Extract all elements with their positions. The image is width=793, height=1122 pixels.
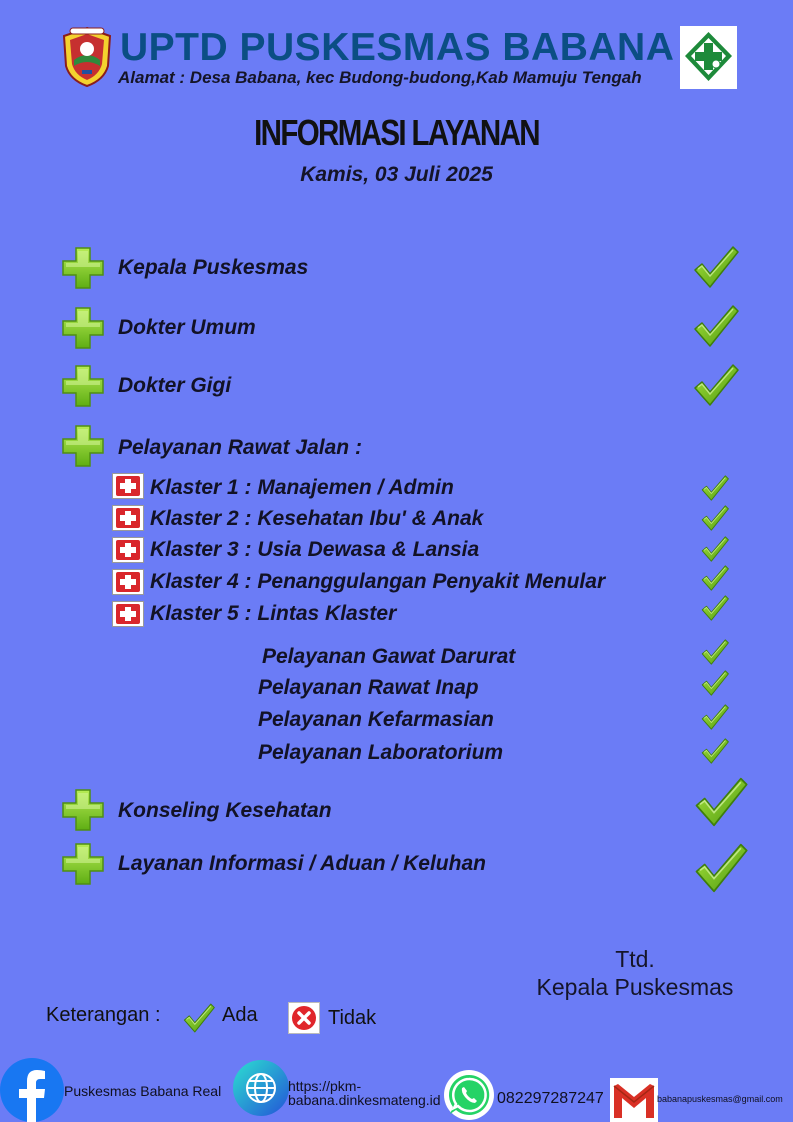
- check-icon: [700, 737, 730, 765]
- service-informasi: Layanan Informasi / Aduan / Keluhan: [118, 852, 486, 875]
- red-cross-icon: [112, 601, 144, 627]
- service-konseling: Konseling Kesehatan: [118, 799, 332, 822]
- service-dokter-gigi: Dokter Gigi: [118, 374, 232, 397]
- plus-icon: [61, 842, 105, 886]
- plus-icon: [61, 424, 105, 468]
- x-icon: [288, 1002, 320, 1034]
- service-laboratorium: Pelayanan Laboratorium: [258, 741, 504, 764]
- page-title: UPTD PUSKESMAS BABANA: [120, 26, 675, 69]
- klaster-2: Klaster 2 : Kesehatan Ibu' & Anak: [150, 507, 484, 530]
- check-icon: [700, 564, 730, 592]
- plus-icon: [61, 788, 105, 832]
- klaster-3: Klaster 3 : Usia Dewasa & Lansia: [150, 538, 480, 561]
- legend-tidak: Tidak: [328, 1007, 377, 1029]
- facebook-icon[interactable]: [0, 1058, 64, 1122]
- check-icon: [182, 1002, 216, 1034]
- check-icon: [700, 504, 730, 532]
- signature-title: Kepala Puskesmas: [536, 974, 734, 1000]
- service-kepala: Kepala Puskesmas: [118, 256, 309, 279]
- signature-ttd: Ttd.: [615, 946, 655, 972]
- section-heading: INFORMASI LAYANAN: [254, 112, 539, 153]
- service-dokter-umum: Dokter Umum: [118, 316, 256, 339]
- check-icon: [700, 638, 730, 666]
- service-gawat-darurat: Pelayanan Gawat Darurat: [262, 645, 516, 668]
- puskesmas-logo: [680, 26, 737, 89]
- klaster-1: Klaster 1 : Manajemen / Admin: [150, 476, 454, 499]
- check-icon: [700, 703, 730, 731]
- check-icon: [692, 362, 740, 408]
- service-rawat-jalan: Pelayanan Rawat Jalan :: [118, 436, 362, 459]
- website-line-2: babana.dinkesmateng.id: [288, 1092, 441, 1108]
- gmail-icon[interactable]: [610, 1078, 658, 1122]
- red-cross-icon: [112, 569, 144, 595]
- website-link[interactable]: [288, 1079, 441, 1107]
- plus-icon: [61, 306, 105, 350]
- globe-icon[interactable]: [233, 1060, 289, 1116]
- phone-number[interactable]: 082297287247: [497, 1090, 604, 1107]
- legend-label: Keterangan :: [46, 1004, 161, 1026]
- logo-emblem: [60, 26, 114, 88]
- plus-icon: [61, 246, 105, 290]
- check-icon: [692, 303, 740, 349]
- service-kefarmasian: Pelayanan Kefarmasian: [258, 708, 494, 731]
- red-cross-icon: [112, 537, 144, 563]
- red-cross-icon: [112, 505, 144, 531]
- date-text: Kamis, 03 Juli 2025: [300, 163, 493, 186]
- red-cross-icon: [112, 473, 144, 499]
- check-icon: [700, 594, 730, 622]
- check-icon: [692, 244, 740, 290]
- address-text: Alamat : Desa Babana, kec Budong-budong,Kab Mamuju Tengah: [118, 68, 642, 87]
- klaster-5: Klaster 5 : Lintas Klaster: [150, 602, 397, 625]
- check-icon: [693, 774, 749, 830]
- klaster-4: Klaster 4 : Penanggulangan Penyakit Menular: [150, 570, 606, 593]
- check-icon: [693, 840, 749, 896]
- check-icon: [700, 474, 730, 502]
- website-line-1: https://pkm-: [288, 1078, 362, 1094]
- facebook-name[interactable]: Puskesmas Babana Real: [64, 1083, 222, 1099]
- whatsapp-icon[interactable]: [444, 1070, 494, 1120]
- legend-ada: Ada: [222, 1004, 258, 1026]
- plus-icon: [61, 364, 105, 408]
- check-icon: [700, 669, 730, 697]
- check-icon: [700, 535, 730, 563]
- email-address[interactable]: babanapuskesmas@gmail.com: [657, 1094, 783, 1104]
- service-rawat-inap: Pelayanan Rawat Inap: [258, 676, 479, 699]
